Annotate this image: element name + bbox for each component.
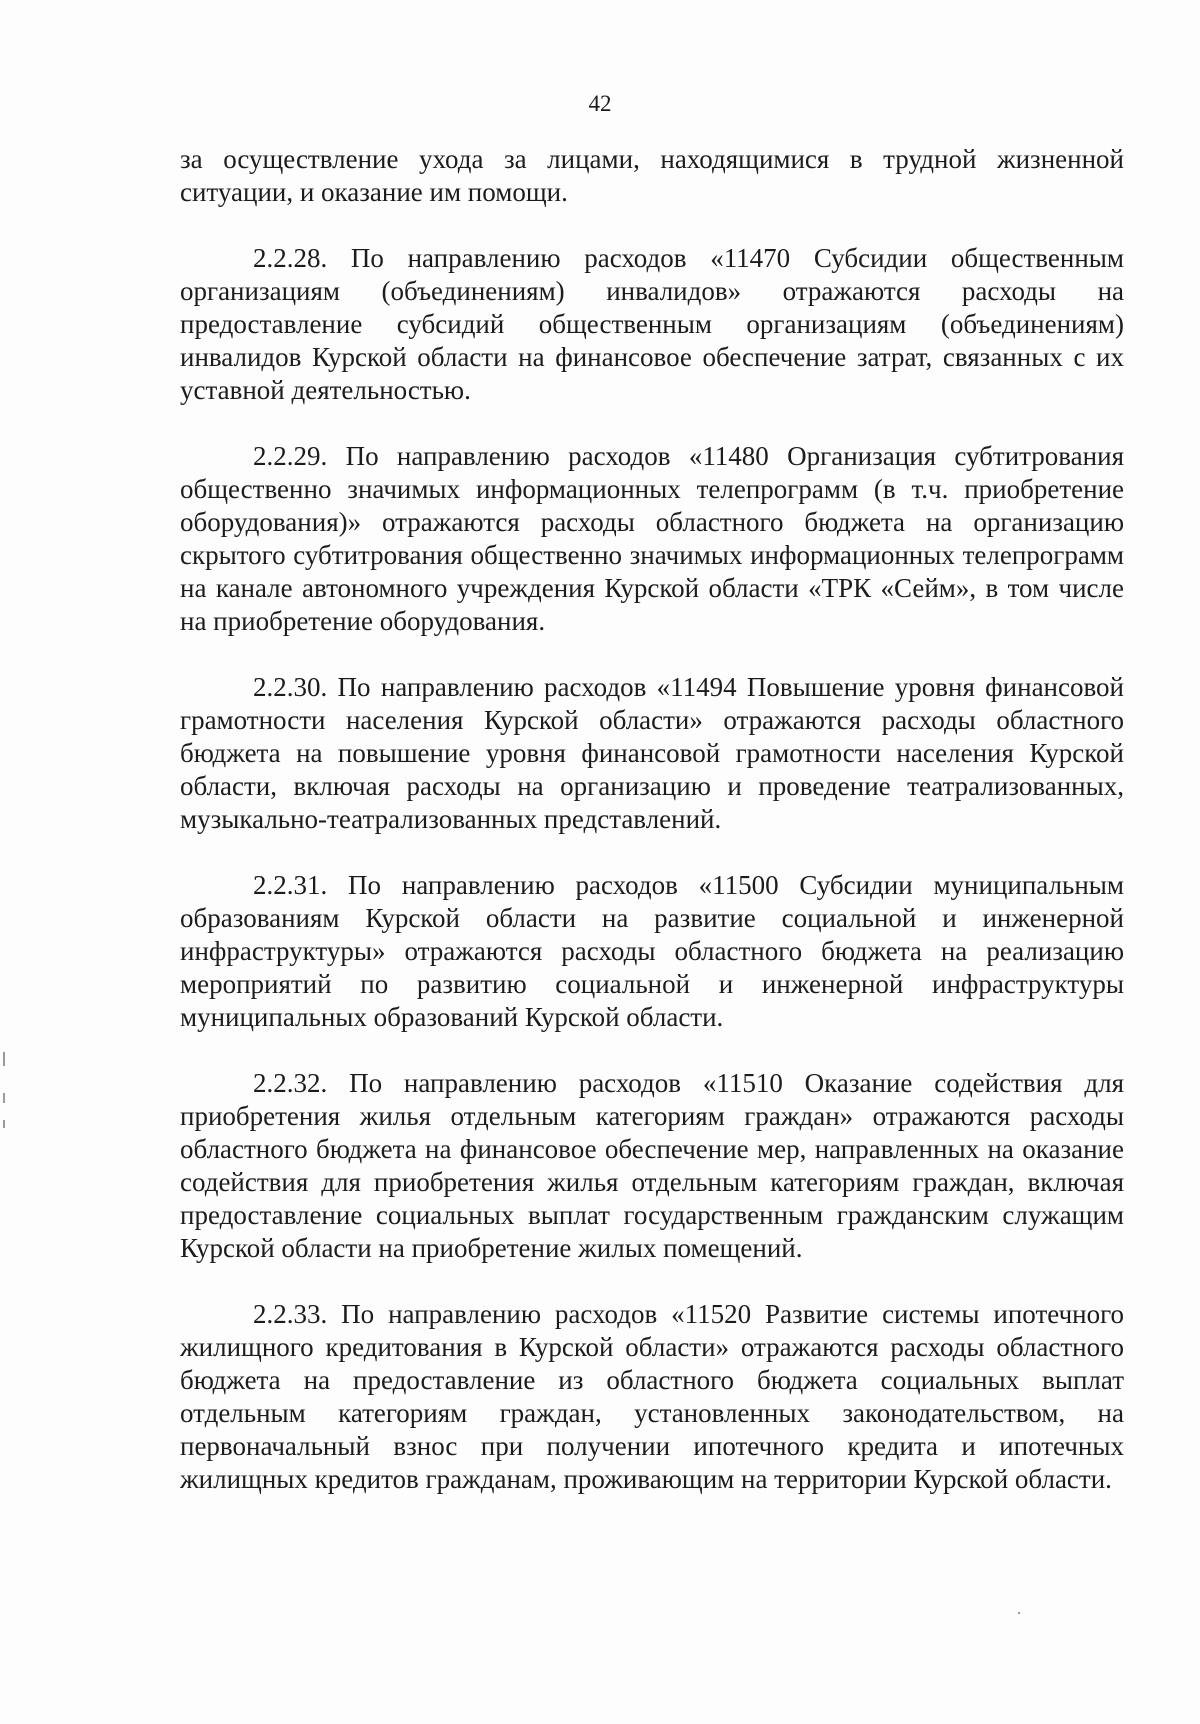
scan-artifact-left [3,1120,5,1128]
document-body [180,143,1124,1496]
scan-artifact-dot [1018,1612,1020,1614]
paragraph-2-2-30: 2.2.30. По направлению расходов «11494 Повышение уровня финансовой грамотности населения Курской области» отражаются расходы областного бюджета на повышение уровня финансовой грамотности населения Курской области, включая расходы на организацию и проведение театрализованных, музыкально-театрализованных представлений. [180,672,1124,834]
paragraph-2-2-32: 2.2.32. По направлению расходов «11510 Оказание содействия для приобретения жилья отдельным категориям граждан» отражаются расходы областного бюджета на финансовое обеспечение мер, направленных на оказание содействия для приобретения жилья отдельным категориям граждан, включая предоставление социальных выплат государственным гражданским служащим Курской области на приобретение жилых помещений. [180,1068,1124,1263]
paragraph-continuation: за осуществление ухода за лицами, находящимися в трудной жизненной ситуации, и оказание им помощи. [180,144,1124,207]
paragraph-2-2-33: 2.2.33. По направлению расходов «11520 Развитие системы ипотечного жилищного кредитования в Курской области» отражаются расходы областного бюджета на предоставление из областного бюджета социальных выплат отдельным категориям граждан, установленных законодательством, на первоначальный взнос при получении ипотечного кредита и ипотечных жилищных кредитов гражданам, проживающим на территории Курской области. [180,1299,1124,1494]
paragraph-2-2-31: 2.2.31. По направлению расходов «11500 Субсидии муниципальным образованиям Курской области на развитие социальной и инженерной инфраструктуры» отражаются расходы областного бюджета на реализацию мероприятий по развитию социальной и инженерной инфраструктуры муниципальных образований Курской области. [180,870,1124,1032]
paragraph-2-2-29: 2.2.29. По направлению расходов «11480 Организация субтитрования общественно значимых информационных телепрограмм (в т.ч. приобретение оборудования)» отражаются расходы областного бюджета на организацию скрытого субтитрования общественно значимых информационных телепрограмм на канале автономного учреждения Курской области «ТРК «Сейм», в том числе на приобретение оборудования. [180,441,1124,636]
paragraph-2-2-28: 2.2.28. По направлению расходов «11470 Субсидии общественным организациям (объединениям) инвалидов» отражаются расходы на предоставление субсидий общественным организациям (объединениям) инвалидов Курской области на финансовое обеспечение затрат, связанных с их уставной деятельностью. [180,243,1124,405]
page-number: 42 [588,91,612,116]
scan-artifact-left [3,1052,5,1066]
scan-artifact-left [3,1093,5,1103]
